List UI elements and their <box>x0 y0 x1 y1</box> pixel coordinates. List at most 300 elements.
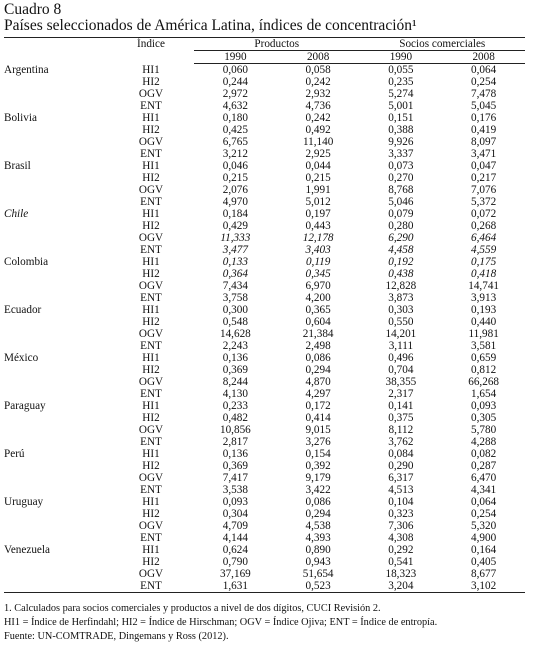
index-value: 18,323 <box>385 568 417 580</box>
country-name: Venezuela <box>4 544 50 556</box>
index-code: HI1 <box>142 112 160 124</box>
table-row <box>4 172 525 184</box>
index-value: 0,175 <box>471 256 497 268</box>
index-value: 8,112 <box>388 424 414 436</box>
index-value: 5,001 <box>388 100 414 112</box>
index-code: ENT <box>108 580 194 593</box>
index-value: 0,047 <box>471 160 497 172</box>
index-value: 4,341 <box>471 484 497 496</box>
index-value: 0,392 <box>305 460 331 472</box>
index-value: 2,317 <box>388 388 414 400</box>
table-row <box>4 532 525 544</box>
index-value: 0,369 <box>222 460 248 472</box>
index-value: 4,559 <box>471 244 497 256</box>
country-name: Perú <box>4 448 25 460</box>
index-value: 0,233 <box>222 400 248 412</box>
index-code: HI2 <box>142 364 160 376</box>
index-value: 4,144 <box>222 532 248 544</box>
header-blank-1 <box>4 51 108 64</box>
index-value: 0,364 <box>222 268 248 280</box>
index-value: 3,337 <box>388 148 414 160</box>
index-value: 0,176 <box>471 112 497 124</box>
index-code: HI1 <box>142 304 160 316</box>
index-code: HI2 <box>142 76 160 88</box>
index-value: 3,403 <box>305 244 331 256</box>
index-code: HI2 <box>142 556 160 568</box>
index-value: 0,104 <box>388 496 414 508</box>
country-name: Colombia <box>4 256 49 268</box>
index-value: 5,046 <box>388 196 414 208</box>
index-code: HI1 <box>142 63 160 76</box>
table-row <box>4 424 525 436</box>
index-value: 0,060 <box>222 64 248 76</box>
table-row <box>4 496 525 508</box>
index-code: HI2 <box>142 172 160 184</box>
index-value: 5,372 <box>471 196 497 208</box>
index-value: 10,856 <box>219 424 251 436</box>
index-code: OGV <box>138 328 164 340</box>
index-value: 0,136 <box>222 352 248 364</box>
index-value: 3,913 <box>471 292 497 304</box>
country-name <box>4 88 108 100</box>
index-value: 0,550 <box>388 316 414 328</box>
table-row <box>4 436 525 448</box>
header-row-groups <box>4 38 525 51</box>
index-value: 0,388 <box>388 124 414 136</box>
index-value: 8,768 <box>388 184 414 196</box>
table-caption-number: Cuadro 8 <box>4 1 62 18</box>
index-value: 14,741 <box>468 280 499 292</box>
country-name <box>4 220 108 232</box>
table-row <box>4 304 525 316</box>
header-year: 2008 <box>277 51 360 64</box>
index-value: 7,478 <box>471 88 497 100</box>
index-code: HI1 <box>142 400 160 412</box>
index-value: 3,276 <box>305 436 331 448</box>
index-code: OGV <box>138 520 164 532</box>
country-name: Uruguay <box>4 496 44 508</box>
index-code: OGV <box>138 280 164 292</box>
index-code: OGV <box>138 184 164 196</box>
index-value: 2,076 <box>222 184 248 196</box>
index-value: 11,981 <box>468 328 499 340</box>
index-value: 1,654 <box>471 388 497 400</box>
table-row <box>4 508 525 520</box>
index-code: HI2 <box>142 412 160 424</box>
table-row <box>4 280 525 292</box>
country-name <box>4 196 108 208</box>
abbreviations-note: HI1 = Índice de Herfindahl; HI2 = Índice de Hirschman; OGV = Índice Ojiva; ENT = Índice de entropía. <box>4 617 438 628</box>
index-code: ENT <box>140 532 162 544</box>
index-value: 0,193 <box>471 304 497 316</box>
index-value: 0,268 <box>471 220 497 232</box>
country-name <box>4 244 108 256</box>
index-code: ENT <box>140 388 162 400</box>
index-value: 38,355 <box>385 376 417 388</box>
country-name <box>4 292 108 304</box>
index-code: HI2 <box>142 220 160 232</box>
index-value: 0,496 <box>388 352 414 364</box>
table-body <box>4 64 525 593</box>
index-value: 0,217 <box>471 172 497 184</box>
table-row <box>4 268 525 280</box>
index-value: 0,300 <box>222 304 248 316</box>
index-value: 51,654 <box>302 568 334 580</box>
index-value: 6,317 <box>388 472 414 484</box>
table-row <box>4 472 525 484</box>
index-value: 0,082 <box>471 448 497 460</box>
footnote-1: 1. Calculados para socios comerciales y productos a nivel de dos dígitos, CUCI Revisión 2. <box>4 603 381 614</box>
index-value: 0,890 <box>305 544 331 556</box>
country-name <box>4 268 108 280</box>
index-value: 3,471 <box>471 148 497 160</box>
country-name <box>4 520 108 532</box>
index-value: 0,305 <box>471 412 497 424</box>
index-code: HI1 <box>142 448 160 460</box>
index-value: 0,443 <box>305 220 331 232</box>
index-code: OGV <box>138 376 164 388</box>
index-value: 4,736 <box>305 100 331 112</box>
source-note: Fuente: UN-COMTRADE, Dingemans y Ross (2012). <box>4 631 229 642</box>
index-value: 0,180 <box>222 112 248 124</box>
table-row <box>4 232 525 244</box>
index-value: 0,548 <box>222 316 248 328</box>
country-name: Ecuador <box>4 304 42 316</box>
country-name: Bolivia <box>4 112 37 124</box>
table-row <box>4 352 525 364</box>
table-row <box>4 256 525 268</box>
index-value: 0,419 <box>471 124 497 136</box>
table-row <box>4 76 525 88</box>
index-value: 9,015 <box>305 424 331 436</box>
index-code: HI2 <box>142 460 160 472</box>
index-value: 0,414 <box>305 412 331 424</box>
table-row <box>4 340 525 352</box>
index-value: 2,498 <box>305 340 331 352</box>
table-row <box>4 484 525 496</box>
index-value: 0,294 <box>305 364 331 376</box>
index-value: 0,812 <box>471 364 497 376</box>
header-year: 1990 <box>194 51 277 64</box>
country-name <box>4 328 108 340</box>
country-name <box>4 148 108 160</box>
index-value: 3,111 <box>388 340 414 352</box>
index-value: 0,086 <box>305 352 331 364</box>
index-value: 0,242 <box>305 76 331 88</box>
index-value: 0,254 <box>471 76 497 88</box>
table-row <box>4 364 525 376</box>
index-value: 4,538 <box>305 520 331 532</box>
index-code: ENT <box>140 196 162 208</box>
index-value: 6,765 <box>222 136 248 148</box>
index-value: 4,632 <box>222 100 248 112</box>
index-value: 3,477 <box>222 244 248 256</box>
index-value: 8,244 <box>222 376 248 388</box>
table-row <box>4 136 525 148</box>
country-name <box>4 580 108 593</box>
country-name <box>4 364 108 376</box>
table-row <box>4 184 525 196</box>
index-value: 0,304 <box>222 508 248 520</box>
table-row <box>4 460 525 472</box>
index-value: 4,513 <box>388 484 414 496</box>
country-name <box>4 316 108 328</box>
index-value: 3,422 <box>305 484 331 496</box>
index-value: 2,243 <box>222 340 248 352</box>
index-code: HI2 <box>142 268 160 280</box>
index-value: 0,541 <box>388 556 414 568</box>
index-code: HI1 <box>142 496 160 508</box>
index-value: 4,288 <box>471 436 497 448</box>
index-value: 8,097 <box>471 136 497 148</box>
index-value: 0,418 <box>471 268 497 280</box>
index-value: 2,925 <box>305 148 331 160</box>
index-value: 12,828 <box>385 280 417 292</box>
country-name <box>4 232 108 244</box>
table-row <box>4 112 525 124</box>
table-row <box>4 520 525 532</box>
country-name <box>4 436 108 448</box>
country-name <box>4 532 108 544</box>
index-value: 3,204 <box>360 580 443 593</box>
index-value: 2,817 <box>222 436 248 448</box>
index-value: 9,179 <box>305 472 331 484</box>
index-value: 0,604 <box>305 316 331 328</box>
header-year: 2008 <box>442 51 525 64</box>
index-value: 4,308 <box>388 532 414 544</box>
index-value: 0,084 <box>388 448 414 460</box>
table-row <box>4 220 525 232</box>
index-value: 0,270 <box>388 172 414 184</box>
index-value: 0,287 <box>471 460 497 472</box>
index-code: ENT <box>140 244 162 256</box>
index-value: 5,012 <box>305 196 331 208</box>
index-value: 3,538 <box>222 484 248 496</box>
index-value: 66,268 <box>468 376 499 388</box>
index-value: 4,900 <box>471 532 497 544</box>
index-value: 0,079 <box>388 208 414 220</box>
country-name <box>4 484 108 496</box>
table-row <box>4 376 525 388</box>
index-value: 5,780 <box>471 424 497 436</box>
table-row <box>4 292 525 304</box>
index-value: 37,169 <box>219 568 251 580</box>
index-value: 1,991 <box>305 184 331 196</box>
index-value: 7,417 <box>222 472 248 484</box>
country-name <box>4 472 108 484</box>
index-value: 1,631 <box>194 580 277 593</box>
table-caption-title: Países seleccionados de América Latina, índices de concentración¹ <box>4 17 417 34</box>
country-name <box>4 376 108 388</box>
header-country-blank <box>4 38 108 51</box>
index-code: HI1 <box>142 208 160 220</box>
index-value: 0,425 <box>222 124 248 136</box>
table-row <box>4 388 525 400</box>
index-value: 7,076 <box>471 184 497 196</box>
index-value: 0,790 <box>222 556 248 568</box>
country-name <box>4 136 108 148</box>
index-value: 4,970 <box>222 196 248 208</box>
header-blank-2 <box>108 51 194 64</box>
table-row <box>4 64 525 77</box>
index-value: 0,375 <box>388 412 414 424</box>
index-value: 0,323 <box>388 508 414 520</box>
index-value: 0,073 <box>388 160 414 172</box>
index-value: 14,201 <box>385 328 417 340</box>
table-row <box>4 196 525 208</box>
index-value: 7,306 <box>388 520 414 532</box>
country-name <box>4 184 108 196</box>
index-value: 0,093 <box>222 496 248 508</box>
index-value: 0,292 <box>388 544 414 556</box>
country-name <box>4 424 108 436</box>
index-code: OGV <box>138 136 164 148</box>
index-value: 0,055 <box>388 64 414 76</box>
index-code: HI1 <box>142 160 160 172</box>
country-name <box>4 460 108 472</box>
index-value: 0,215 <box>222 172 248 184</box>
index-value: 11,333 <box>220 232 251 244</box>
index-code: HI1 <box>142 544 160 556</box>
index-value: 0,659 <box>471 352 497 364</box>
index-value: 0,438 <box>388 268 414 280</box>
table-row <box>4 100 525 112</box>
index-value: 2,972 <box>222 88 248 100</box>
table-row <box>4 412 525 424</box>
index-value: 0,244 <box>222 76 248 88</box>
index-value: 14,628 <box>219 328 251 340</box>
index-value: 0,151 <box>388 112 414 124</box>
index-value: 21,384 <box>302 328 334 340</box>
index-value: 0,133 <box>222 256 248 268</box>
index-code: HI2 <box>142 124 160 136</box>
country-name <box>4 388 108 400</box>
header-year: 1990 <box>360 51 443 64</box>
index-value: 6,290 <box>388 232 414 244</box>
index-code: OGV <box>138 472 164 484</box>
index-value: 4,200 <box>305 292 331 304</box>
index-value: 0,429 <box>222 220 248 232</box>
index-value: 9,926 <box>388 136 414 148</box>
index-value: 0,482 <box>222 412 248 424</box>
table-row <box>4 160 525 172</box>
index-value: 0,345 <box>305 268 331 280</box>
table-row <box>4 448 525 460</box>
header-index: Índice <box>108 38 194 51</box>
country-name <box>4 76 108 88</box>
index-value: 4,709 <box>222 520 248 532</box>
index-value: 0,254 <box>471 508 497 520</box>
index-value: 5,045 <box>471 100 497 112</box>
country-name: Paraguay <box>4 400 46 412</box>
index-value: 4,130 <box>222 388 248 400</box>
index-value: 0,280 <box>388 220 414 232</box>
index-code: ENT <box>140 292 162 304</box>
index-value: 4,870 <box>305 376 331 388</box>
index-value: 0,172 <box>305 400 331 412</box>
index-code: OGV <box>138 232 164 244</box>
table-row <box>4 580 525 593</box>
index-value: 0,303 <box>388 304 414 316</box>
table-row <box>4 208 525 220</box>
index-value: 3,873 <box>388 292 414 304</box>
country-name <box>4 124 108 136</box>
index-value: 3,102 <box>442 580 525 593</box>
index-value: 12,178 <box>302 232 334 244</box>
index-code: ENT <box>140 148 162 160</box>
index-value: 0,369 <box>222 364 248 376</box>
header-group-partners: Socios comerciales <box>360 38 526 51</box>
table-notes <box>4 602 529 644</box>
index-value: 6,970 <box>305 280 331 292</box>
index-value: 0,492 <box>305 124 331 136</box>
header-row-years <box>4 51 525 64</box>
index-value: 0,290 <box>388 460 414 472</box>
index-value: 0,184 <box>222 208 248 220</box>
country-name <box>4 280 108 292</box>
index-value: 7,434 <box>222 280 248 292</box>
index-value: 3,762 <box>388 436 414 448</box>
index-value: 0,154 <box>305 448 331 460</box>
index-value: 6,464 <box>471 232 497 244</box>
index-value: 0,058 <box>305 64 331 76</box>
country-name <box>4 556 108 568</box>
concentration-index-table <box>4 37 525 593</box>
index-value: 0,365 <box>305 304 331 316</box>
index-value: 6,470 <box>471 472 497 484</box>
table-row <box>4 328 525 340</box>
country-name: Chile <box>4 208 29 220</box>
table-row <box>4 544 525 556</box>
table-row <box>4 556 525 568</box>
index-value: 0,235 <box>388 76 414 88</box>
index-value: 8,677 <box>471 568 497 580</box>
table-row <box>4 148 525 160</box>
header-group-products: Productos <box>194 38 360 51</box>
table-row <box>4 124 525 136</box>
index-code: HI2 <box>142 508 160 520</box>
table-row <box>4 400 525 412</box>
index-value: 0,086 <box>305 496 331 508</box>
index-value: 0,072 <box>471 208 497 220</box>
index-value: 4,458 <box>388 244 414 256</box>
index-value: 5,320 <box>471 520 497 532</box>
country-name <box>4 508 108 520</box>
country-name <box>4 340 108 352</box>
index-code: OGV <box>138 568 164 580</box>
index-value: 0,624 <box>222 544 248 556</box>
country-name <box>4 172 108 184</box>
country-name <box>4 100 108 112</box>
index-value: 0,064 <box>471 64 497 76</box>
index-value: 0,141 <box>388 400 414 412</box>
country-name: Argentina <box>4 63 49 76</box>
index-value: 0,164 <box>471 544 497 556</box>
index-value: 0,440 <box>471 316 497 328</box>
index-value: 3,581 <box>471 340 497 352</box>
index-value: 0,136 <box>222 448 248 460</box>
index-value: 3,212 <box>222 148 248 160</box>
index-code: HI1 <box>142 352 160 364</box>
index-code: ENT <box>140 436 162 448</box>
index-code: ENT <box>140 100 162 112</box>
index-value: 0,704 <box>388 364 414 376</box>
index-code: HI1 <box>142 256 160 268</box>
country-name: México <box>4 352 39 364</box>
index-value: 0,294 <box>305 508 331 520</box>
index-value: 4,393 <box>305 532 331 544</box>
index-value: 0,197 <box>305 208 331 220</box>
